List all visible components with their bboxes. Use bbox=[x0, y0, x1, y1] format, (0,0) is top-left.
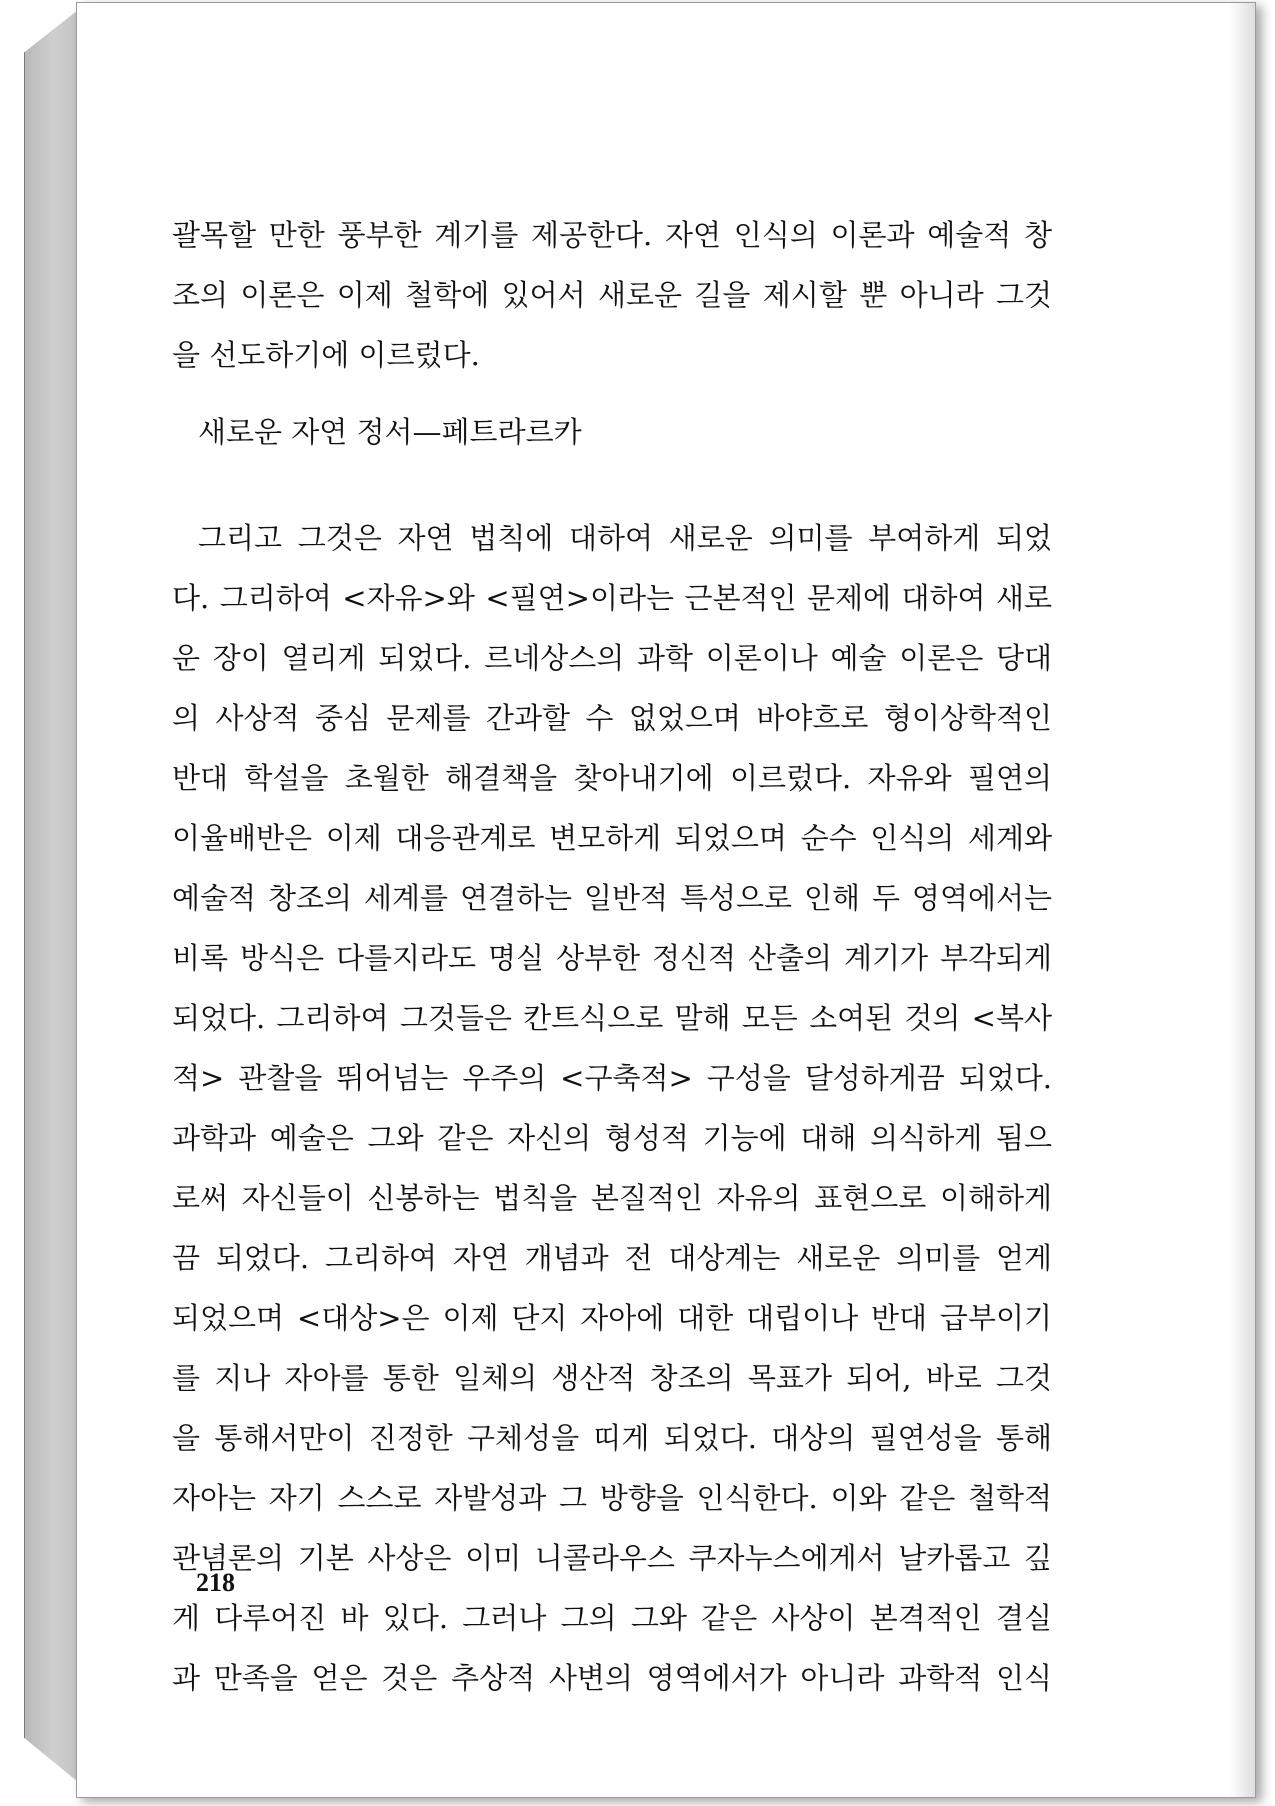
text-line: 괄목할 만한 풍부한 계기를 제공한다. 자연 인식의 이론과 예술적 창 bbox=[172, 218, 1052, 252]
section-heading: 새로운 자연 정서—페트라르카 bbox=[198, 415, 582, 449]
text-line: 과학과 예술은 그와 같은 자신의 형성적 기능에 대해 의식하게 됨으 bbox=[172, 1121, 1052, 1155]
text-line: 끔 되었다. 그리하여 자연 개념과 전 대상계는 새로운 의미를 얻게 bbox=[172, 1241, 1052, 1275]
text-line: 과 만족을 얻은 것은 추상적 사변의 영역에서가 아니라 과학적 인식 bbox=[172, 1661, 1052, 1695]
text-line: 로써 자신들이 신봉하는 법칙을 본질적인 자유의 표현으로 이해하게 bbox=[172, 1181, 1052, 1215]
text-line: 을 선도하기에 이르렀다. bbox=[172, 338, 480, 372]
text-line: 예술적 창조의 세계를 연결하는 일반적 특성으로 인해 두 영역에서는 bbox=[172, 881, 1052, 915]
text-line: 그리고 그것은 자연 법칙에 대하여 새로운 의미를 부여하게 되었 bbox=[198, 521, 1052, 555]
text-line: 의 사상적 중심 문제를 간과할 수 없었으며 바야흐로 형이상학적인 bbox=[172, 701, 1052, 735]
text-line: 이율배반은 이제 대응관계로 변모하게 되었으며 순수 인식의 세계와 bbox=[172, 821, 1052, 855]
page-number: 218 bbox=[196, 1568, 235, 1597]
text-line: 반대 학설을 초월한 해결책을 찾아내기에 이르렀다. 자유와 필연의 bbox=[172, 761, 1052, 795]
text-line: 를 지나 자아를 통한 일체의 생산적 창조의 목표가 되어, 바로 그것 bbox=[172, 1361, 1052, 1395]
text-line: 다. 그리하여 <자유>와 <필연>이라는 근본적인 문제에 대하여 새로 bbox=[172, 581, 1052, 615]
text-line: 되었다. 그리하여 그것들은 칸트식으로 말해 모든 소여된 것의 <복사 bbox=[172, 1001, 1052, 1035]
text-line: 운 장이 열리게 되었다. 르네상스의 과학 이론이나 예술 이론은 당대 bbox=[172, 641, 1052, 675]
text-line: 되었으며 <대상>은 이제 단지 자아에 대한 대립이나 반대 급부이기 bbox=[172, 1301, 1052, 1335]
text-line: 게 다루어진 바 있다. 그러나 그의 그와 같은 사상이 본격적인 결실 bbox=[172, 1601, 1052, 1635]
text-line: 비록 방식은 다를지라도 명실 상부한 정신적 산출의 계기가 부각되게 bbox=[172, 941, 1052, 975]
body-paragraph bbox=[172, 508, 1052, 1708]
book-spine-edge bbox=[24, 10, 78, 1782]
text-line: 관념론의 기본 사상은 이미 니콜라우스 쿠자누스에게서 날카롭고 깊 bbox=[172, 1541, 1052, 1575]
text-line: 을 통해서만이 진정한 구체성을 띠게 되었다. 대상의 필연성을 통해 bbox=[172, 1421, 1052, 1455]
intro-paragraph bbox=[172, 205, 1052, 385]
page-edge-shadow bbox=[1229, 3, 1255, 1797]
text-line: 적> 관찰을 뛰어넘는 우주의 <구축적> 구성을 달성하게끔 되었다. bbox=[172, 1061, 1052, 1095]
text-line: 조의 이론은 이제 철학에 있어서 새로운 길을 제시할 뿐 아니라 그것 bbox=[172, 278, 1052, 312]
text-line: 자아는 자기 스스로 자발성과 그 방향을 인식한다. 이와 같은 철학적 bbox=[172, 1481, 1052, 1515]
